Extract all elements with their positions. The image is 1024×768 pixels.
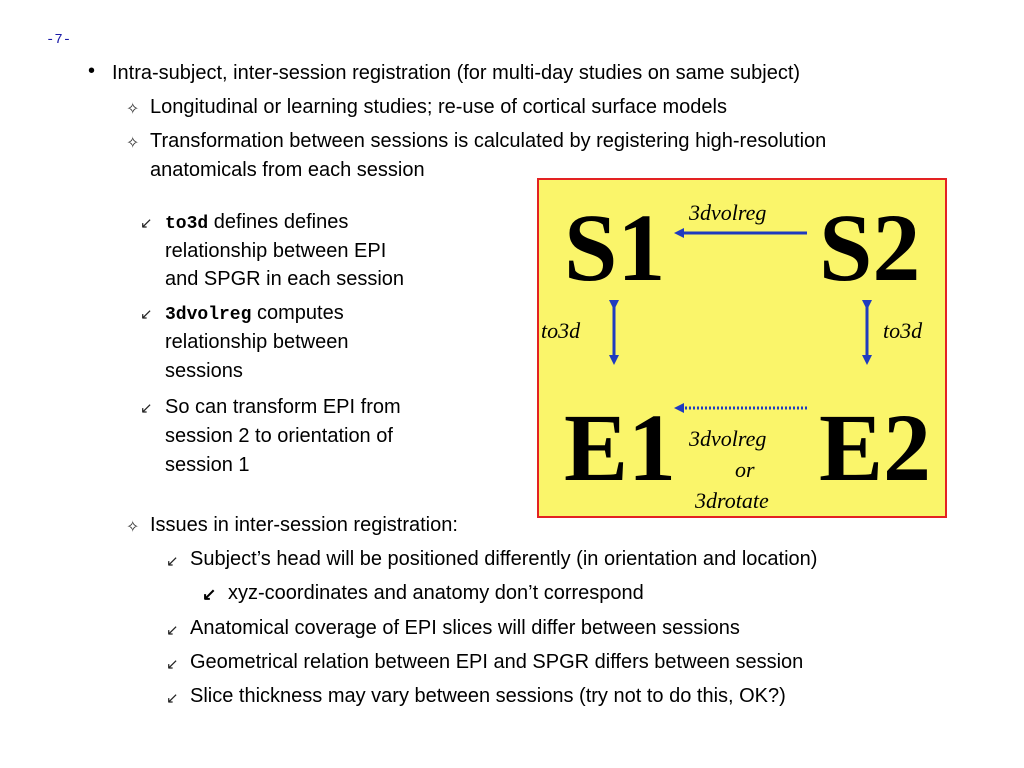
code-3dvolreg: 3dvolreg	[165, 305, 252, 325]
diamond-bullet-icon: ✧	[126, 519, 140, 536]
heading-text: Intra-subject, inter-session registration (for multi-day studies on same subject)	[112, 62, 801, 84]
item-to3d-line3: and SPGR in each session	[165, 268, 405, 290]
issue-thickness: Slice thickness may vary between sessions (try not to do this, OK?)	[190, 685, 786, 707]
item-3dvolreg-line3: sessions	[165, 360, 243, 382]
label-e1: E1	[564, 394, 677, 501]
arrow-bullet-icon: ↙	[140, 306, 153, 323]
bullet-dot: •	[88, 60, 96, 82]
label-e2: E2	[819, 394, 932, 501]
item-3dvolreg-line2: relationship between	[165, 331, 349, 353]
arrow-bullet-icon: ↙	[166, 690, 179, 707]
arrow-bullet-icon: ↙	[140, 400, 153, 417]
arrow-bullet-icon: ↙	[166, 553, 179, 570]
item-transform-line1: So can transform EPI from	[165, 396, 401, 418]
arrow-bullet-icon: ↙	[140, 215, 153, 232]
item-transform-line3: session 1	[165, 454, 250, 476]
registration-diagram	[537, 178, 947, 518]
label-left-to3d: to3d	[541, 318, 581, 343]
issue-geometry: Geometrical relation between EPI and SPGR differs between session	[190, 651, 804, 673]
item-to3d-line2: relationship between EPI	[165, 240, 387, 262]
label-bottom-or: or	[735, 457, 755, 482]
arrow-bullet-icon: ↙	[166, 622, 179, 639]
sub-item-longitudinal: Longitudinal or learning studies; re-use of cortical surface models	[150, 96, 727, 118]
diamond-bullet-icon: ✧	[126, 101, 140, 118]
page-number: -7-	[46, 32, 72, 48]
code-to3d: to3d	[165, 214, 209, 234]
issue-head-sub: xyz-coordinates and anatomy don’t correspond	[228, 582, 644, 604]
issue-coverage: Anatomical coverage of EPI slices will differ between sessions	[190, 617, 740, 639]
arrow-bullet-bold-icon: ↙	[202, 585, 217, 604]
item-3dvolreg-line1	[165, 299, 344, 330]
label-bottom-3drotate: 3drotate	[695, 488, 769, 513]
diamond-bullet-icon: ✧	[126, 135, 140, 152]
item-transform-line2: session 2 to orientation of	[165, 425, 393, 447]
label-top-3dvolreg: 3dvolreg	[689, 200, 767, 225]
label-s2: S2	[819, 194, 921, 301]
diagram-svg	[539, 180, 945, 516]
sub-item-transformation-line1: Transformation between sessions is calculated by registering high-resolution	[150, 130, 827, 152]
item-3dvolreg-text: computes	[256, 302, 344, 324]
label-bottom-3dvolreg: 3dvolreg	[689, 426, 767, 451]
item-to3d-line1	[165, 208, 348, 239]
issue-head-position: Subject’s head will be positioned differently (in orientation and location)	[190, 548, 818, 570]
arrow-bullet-icon: ↙	[166, 656, 179, 673]
item-to3d-text: defines defines	[213, 211, 349, 233]
issues-heading: Issues in inter-session registration:	[150, 514, 458, 536]
label-s1: S1	[564, 194, 666, 301]
label-right-to3d: to3d	[883, 318, 923, 343]
sub-item-transformation-line2: anatomicals from each session	[150, 159, 425, 181]
